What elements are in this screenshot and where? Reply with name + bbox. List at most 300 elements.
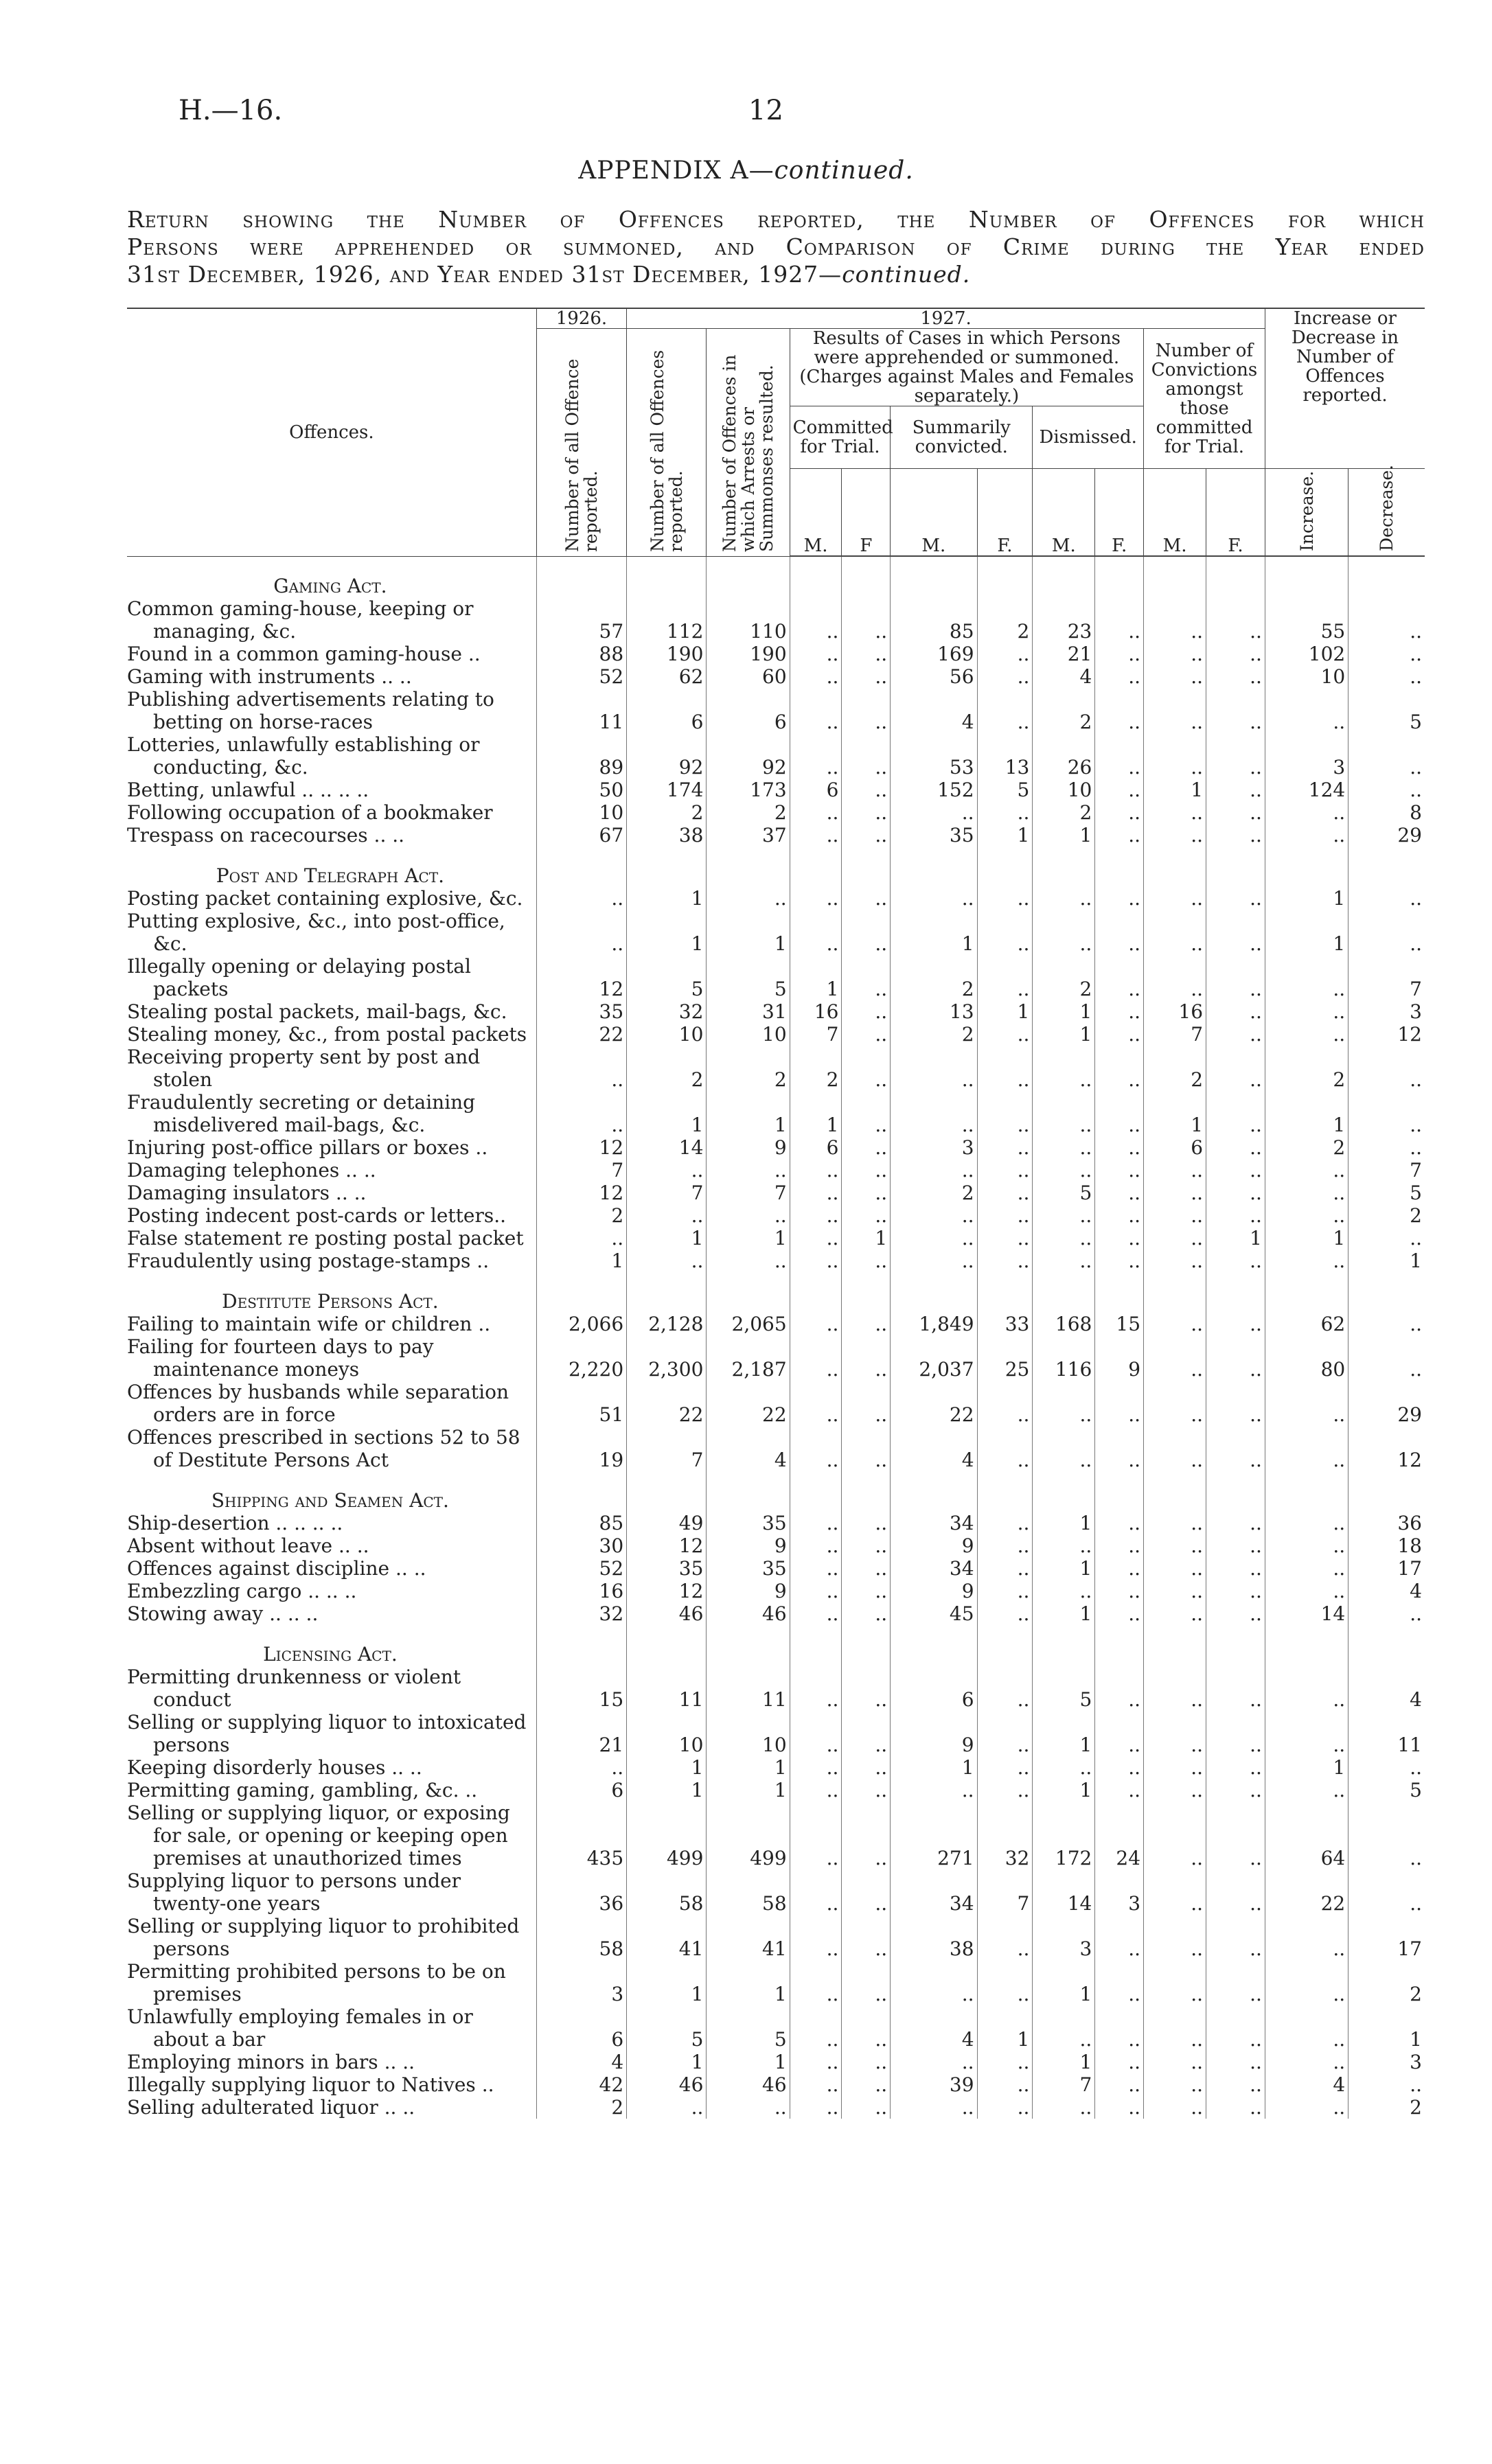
value-cell: .. — [1095, 2051, 1144, 2073]
value-cell: .. — [1033, 1250, 1095, 1272]
value-cell: .. — [1095, 643, 1144, 665]
table-title — [127, 206, 1425, 288]
value-cell: 6 — [891, 1666, 977, 1711]
value-cell: 1 — [707, 2051, 790, 2073]
offence-label: Posting packet containing explosive, &c. — [127, 886, 523, 910]
empty-cell — [1144, 556, 1206, 597]
value-cell: .. — [842, 910, 891, 955]
offence-label: Permitting prohibited persons to be on premises — [127, 1959, 506, 2005]
section-row — [127, 1272, 1425, 1313]
value-cell: .. — [1033, 910, 1095, 955]
empty-cell — [1033, 847, 1095, 887]
value-cell: .. — [1144, 824, 1206, 847]
value-cell: .. — [977, 1557, 1033, 1580]
value-cell: .. — [790, 1159, 842, 1182]
value-cell: .. — [790, 1227, 842, 1250]
offence-label: Damaging insulators .. .. — [127, 1181, 367, 1204]
value-cell: 35 — [627, 1557, 707, 1580]
value-cell: 3 — [891, 1136, 977, 1159]
offence-label: Offences against discipline .. .. — [127, 1556, 426, 1580]
value-cell: 42 — [536, 2073, 626, 2096]
table-row — [127, 1915, 1425, 1960]
value-cell: 2 — [707, 801, 790, 824]
value-cell: .. — [1144, 2073, 1206, 2096]
value-cell: .. — [842, 1000, 891, 1023]
value-cell: .. — [1033, 1159, 1095, 1182]
value-cell: .. — [790, 1534, 842, 1557]
value-cell: .. — [790, 1182, 842, 1204]
value-cell: 1 — [627, 1227, 707, 1250]
offence-cell — [127, 2051, 536, 2073]
value-cell: .. — [1144, 1602, 1206, 1625]
table-row — [127, 1159, 1425, 1182]
empty-cell — [891, 1471, 977, 1512]
value-cell: 2 — [1265, 1136, 1348, 1159]
value-cell: 9 — [1095, 1335, 1144, 1381]
value-cell: 19 — [536, 1426, 626, 1471]
value-cell: .. — [842, 688, 891, 733]
value-cell: 1 — [842, 1227, 891, 1250]
value-cell: .. — [842, 1159, 891, 1182]
value-cell: 1 — [627, 887, 707, 910]
value-cell: .. — [1206, 1534, 1265, 1557]
offence-cell — [127, 1335, 536, 1381]
value-cell: .. — [977, 1756, 1033, 1779]
value-cell: .. — [842, 1426, 891, 1471]
value-cell: .. — [891, 1227, 977, 1250]
offence-cell — [127, 1159, 536, 1182]
value-cell: 85 — [891, 597, 977, 643]
value-cell: 7 — [1348, 955, 1425, 1000]
reported-1926-header: Number of all Offence reported. — [536, 329, 626, 557]
offence-cell — [127, 2073, 536, 2096]
value-cell: .. — [1144, 1159, 1206, 1182]
value-cell: 2 — [627, 1046, 707, 1091]
value-cell: .. — [790, 1779, 842, 1801]
empty-cell — [790, 1272, 842, 1313]
value-cell: .. — [1206, 1046, 1265, 1091]
empty-cell — [1265, 1272, 1348, 1313]
value-cell: .. — [1206, 801, 1265, 824]
value-cell: 2 — [891, 1023, 977, 1046]
empty-cell — [627, 1272, 707, 1313]
value-cell: .. — [1144, 1915, 1206, 1960]
value-cell: .. — [790, 1756, 842, 1779]
value-cell: 1 — [1265, 887, 1348, 910]
value-cell: 36 — [1348, 1512, 1425, 1534]
value-cell: .. — [1265, 1915, 1348, 1960]
offence-label: Ship-desertion .. .. .. .. — [127, 1511, 343, 1534]
value-cell: .. — [842, 1915, 891, 1960]
value-cell: .. — [1033, 2005, 1095, 2051]
offence-label: Following occupation of a bookmaker — [127, 801, 493, 824]
summarily-m-header: M. — [891, 469, 977, 557]
value-cell: 5 — [707, 2005, 790, 2051]
value-cell: .. — [891, 2096, 977, 2119]
value-cell: 32 — [536, 1602, 626, 1625]
table-row — [127, 887, 1425, 910]
value-cell: 9 — [891, 1711, 977, 1756]
offence-label: Found in a common gaming-house .. — [127, 642, 481, 665]
value-cell: .. — [1265, 1381, 1348, 1426]
value-cell: 17 — [1348, 1915, 1425, 1960]
value-cell: .. — [1206, 1250, 1265, 1272]
empty-cell — [891, 556, 977, 597]
convictions-f-header: F. — [1206, 469, 1265, 557]
value-cell: 12 — [536, 1136, 626, 1159]
value-cell: 6 — [790, 1136, 842, 1159]
offence-cell — [127, 779, 536, 801]
table-row — [127, 1204, 1425, 1227]
section-row — [127, 1471, 1425, 1512]
value-cell: .. — [1348, 1046, 1425, 1091]
offence-cell — [127, 1915, 536, 1960]
increase-decrease-header: Increase or Decrease in Number of Offences reported. — [1265, 308, 1425, 469]
value-cell: 41 — [707, 1915, 790, 1960]
value-cell: .. — [842, 1666, 891, 1711]
value-cell: .. — [1206, 2005, 1265, 2051]
value-cell: 62 — [1265, 1313, 1348, 1335]
value-cell: 21 — [1033, 643, 1095, 665]
value-cell: .. — [1265, 1557, 1348, 1580]
table-row — [127, 1182, 1425, 1204]
value-cell: .. — [977, 1711, 1033, 1756]
offence-cell — [127, 1779, 536, 1801]
value-cell: .. — [1095, 1602, 1144, 1625]
value-cell: .. — [1144, 1227, 1206, 1250]
value-cell: .. — [1144, 1381, 1206, 1426]
offence-label: Permitting drunkenness or violent conduct — [127, 1665, 461, 1711]
offence-label: Selling or supplying liquor to prohibited persons — [127, 1914, 520, 1960]
value-cell: 46 — [707, 1602, 790, 1625]
offence-cell — [127, 688, 536, 733]
value-cell: 9 — [707, 1534, 790, 1557]
value-cell: 1 — [707, 1091, 790, 1136]
value-cell: 1 — [1033, 1602, 1095, 1625]
empty-cell — [977, 1272, 1033, 1313]
value-cell: .. — [842, 1711, 891, 1756]
value-cell: 38 — [627, 824, 707, 847]
value-cell: 3 — [536, 1960, 626, 2005]
page-number: 12 — [748, 95, 783, 126]
offence-cell — [127, 1580, 536, 1602]
table-row — [127, 1580, 1425, 1602]
table-row — [127, 1136, 1425, 1159]
value-cell: .. — [977, 2096, 1033, 2119]
offence-label: Absent without leave .. .. — [127, 1534, 369, 1557]
value-cell: .. — [790, 1204, 842, 1227]
offence-label: Failing for fourteen days to pay maintenance moneys — [127, 1335, 434, 1381]
value-cell: .. — [1206, 1426, 1265, 1471]
value-cell: 172 — [1033, 1801, 1095, 1869]
offence-label: Selling adulterated liquor .. .. — [127, 2095, 415, 2119]
value-cell: 6 — [627, 688, 707, 733]
value-cell: .. — [1206, 1602, 1265, 1625]
value-cell: 31 — [707, 1000, 790, 1023]
value-cell: .. — [891, 1204, 977, 1227]
offence-label: Permitting gaming, gambling, &c. .. — [127, 1778, 478, 1801]
value-cell: .. — [1095, 2096, 1144, 2119]
empty-cell — [1206, 847, 1265, 887]
value-cell: .. — [977, 1250, 1033, 1272]
value-cell: .. — [1348, 733, 1425, 779]
value-cell: .. — [1033, 1534, 1095, 1557]
offence-label: Injuring post-office pillars or boxes .. — [127, 1136, 488, 1159]
value-cell: .. — [1206, 1512, 1265, 1534]
title-line-3 — [127, 261, 1425, 288]
value-cell: 1 — [1033, 1779, 1095, 1801]
value-cell: .. — [1265, 1512, 1348, 1534]
table-row — [127, 801, 1425, 824]
value-cell: 1 — [536, 1250, 626, 1272]
value-cell: .. — [1206, 1801, 1265, 1869]
value-cell: 35 — [707, 1557, 790, 1580]
value-cell: .. — [842, 2096, 891, 2119]
value-cell: 2,065 — [707, 1313, 790, 1335]
value-cell: 52 — [536, 1557, 626, 1580]
value-cell: 190 — [707, 643, 790, 665]
empty-cell — [1348, 1272, 1425, 1313]
empty-cell — [1144, 1471, 1206, 1512]
empty-cell — [707, 1625, 790, 1666]
empty-cell — [536, 847, 626, 887]
offence-label: Keeping disorderly houses .. .. — [127, 1755, 422, 1779]
value-cell: 2,037 — [891, 1335, 977, 1381]
value-cell: 169 — [891, 643, 977, 665]
value-cell: .. — [842, 643, 891, 665]
offence-label: Posting indecent post-cards or letters.. — [127, 1204, 507, 1227]
value-cell: 7 — [707, 1182, 790, 1204]
value-cell: .. — [1206, 779, 1265, 801]
offence-cell — [127, 2096, 536, 2119]
value-cell: 7 — [977, 1869, 1033, 1915]
value-cell: .. — [1033, 1091, 1095, 1136]
value-cell: 16 — [1144, 1000, 1206, 1023]
value-cell: 29 — [1348, 1381, 1425, 1426]
value-cell: .. — [1144, 1779, 1206, 1801]
value-cell: 5 — [707, 955, 790, 1000]
offence-cell — [127, 955, 536, 1000]
empty-cell — [891, 1272, 977, 1313]
value-cell: 50 — [536, 779, 626, 801]
value-cell: .. — [1033, 1381, 1095, 1426]
value-cell: .. — [790, 1666, 842, 1711]
value-cell: 2,187 — [707, 1335, 790, 1381]
value-cell: .. — [1144, 1869, 1206, 1915]
empty-cell — [536, 556, 626, 597]
value-cell: 1 — [627, 1091, 707, 1136]
committed-f-header: F — [842, 469, 891, 557]
table-row — [127, 1046, 1425, 1091]
value-cell: .. — [1144, 1666, 1206, 1711]
value-cell: .. — [1095, 1666, 1144, 1711]
value-cell: .. — [842, 1091, 891, 1136]
convictions-header: Number of Convictions amongst those committed for Trial. — [1144, 329, 1265, 469]
value-cell: .. — [1265, 1159, 1348, 1182]
increase-header: Increase. — [1265, 469, 1348, 557]
empty-cell — [1095, 847, 1144, 887]
offence-cell — [127, 1602, 536, 1625]
value-cell: 13 — [977, 733, 1033, 779]
value-cell: .. — [1095, 733, 1144, 779]
value-cell: 435 — [536, 1801, 626, 1869]
value-cell: 12 — [536, 955, 626, 1000]
value-cell: .. — [707, 1204, 790, 1227]
value-cell: 4 — [1348, 1666, 1425, 1711]
value-cell: .. — [1144, 2051, 1206, 2073]
value-cell: .. — [1144, 643, 1206, 665]
value-cell: .. — [977, 801, 1033, 824]
section-title: Shipping and Seamen Act. — [211, 1488, 449, 1512]
value-cell: 102 — [1265, 643, 1348, 665]
value-cell: .. — [627, 1204, 707, 1227]
value-cell: .. — [1095, 1023, 1144, 1046]
value-cell: 6 — [707, 688, 790, 733]
value-cell: 5 — [1348, 688, 1425, 733]
value-cell: 25 — [977, 1335, 1033, 1381]
table-row — [127, 1250, 1425, 1272]
value-cell: 26 — [1033, 733, 1095, 779]
value-cell: 11 — [707, 1666, 790, 1711]
value-cell: .. — [1095, 1534, 1144, 1557]
empty-cell — [842, 1272, 891, 1313]
value-cell: .. — [1206, 1136, 1265, 1159]
value-cell: .. — [842, 1580, 891, 1602]
value-cell: .. — [1206, 1666, 1265, 1711]
value-cell: .. — [1206, 1023, 1265, 1046]
offence-cell — [127, 910, 536, 955]
value-cell: 7 — [627, 1426, 707, 1471]
value-cell: .. — [1144, 887, 1206, 910]
offence-label: Employing minors in bars .. .. — [127, 2050, 415, 2073]
value-cell: .. — [842, 1182, 891, 1204]
convictions-m-header: M. — [1144, 469, 1206, 557]
value-cell: .. — [1206, 887, 1265, 910]
value-cell: .. — [1206, 1580, 1265, 1602]
value-cell: .. — [1144, 2005, 1206, 2051]
table-row — [127, 1000, 1425, 1023]
empty-cell — [790, 556, 842, 597]
table-row — [127, 1666, 1425, 1711]
value-cell: 24 — [1095, 1801, 1144, 1869]
table-row — [127, 1960, 1425, 2005]
value-cell: .. — [891, 801, 977, 824]
table-row — [127, 1381, 1425, 1426]
value-cell: .. — [977, 1023, 1033, 1046]
value-cell: 58 — [536, 1915, 626, 1960]
empty-cell — [1348, 1471, 1425, 1512]
value-cell: 1 — [1033, 2051, 1095, 2073]
table-row — [127, 1711, 1425, 1756]
value-cell: .. — [842, 1335, 891, 1381]
value-cell: .. — [977, 1182, 1033, 1204]
value-cell: 1 — [1033, 1512, 1095, 1534]
value-cell: .. — [627, 2096, 707, 2119]
value-cell: .. — [1095, 2005, 1144, 2051]
value-cell: 57 — [536, 597, 626, 643]
offence-label: Stealing postal packets, mail-bags, &c. — [127, 1000, 507, 1023]
value-cell: .. — [842, 1204, 891, 1227]
value-cell: 499 — [707, 1801, 790, 1869]
value-cell: .. — [1095, 1227, 1144, 1250]
value-cell: 14 — [627, 1136, 707, 1159]
value-cell: .. — [1144, 1204, 1206, 1227]
empty-cell — [536, 1272, 626, 1313]
title-line-1: Return showing the Number of Offences reported, the Number of Offences for which — [127, 206, 1425, 233]
value-cell: 7 — [536, 1159, 626, 1182]
value-cell: 30 — [536, 1534, 626, 1557]
value-cell: .. — [1348, 1335, 1425, 1381]
value-cell: 4 — [536, 2051, 626, 2073]
value-cell: .. — [790, 2096, 842, 2119]
value-cell: .. — [1206, 2096, 1265, 2119]
value-cell: .. — [1265, 1666, 1348, 1711]
value-cell: .. — [1206, 1869, 1265, 1915]
offence-label: Illegally supplying liquor to Natives .. — [127, 2073, 494, 2096]
value-cell: .. — [1348, 910, 1425, 955]
table-row — [127, 1779, 1425, 1801]
value-cell: .. — [1144, 801, 1206, 824]
offence-label: Stealing money, &c., from postal packets — [127, 1022, 527, 1046]
value-cell: 22 — [891, 1381, 977, 1426]
value-cell: 10 — [536, 801, 626, 824]
value-cell: 12 — [627, 1580, 707, 1602]
value-cell: .. — [1348, 1313, 1425, 1335]
value-cell: 7 — [1144, 1023, 1206, 1046]
value-cell: .. — [1095, 1182, 1144, 1204]
committed-m-header: M. — [790, 469, 842, 557]
empty-cell — [1206, 1272, 1265, 1313]
value-cell: 1 — [707, 1756, 790, 1779]
offence-cell — [127, 887, 536, 910]
value-cell: .. — [1265, 1023, 1348, 1046]
value-cell: .. — [842, 1313, 891, 1335]
appendix-continued: continued. — [774, 157, 914, 185]
value-cell: .. — [891, 1091, 977, 1136]
value-cell: .. — [842, 955, 891, 1000]
value-cell: .. — [977, 887, 1033, 910]
value-cell: .. — [1265, 801, 1348, 824]
offence-label: Supplying liquor to persons under twenty-one years — [127, 1869, 461, 1915]
results-header: Results of Cases in which Persons were apprehended or summoned. (Charges against Males and Females separately.) — [790, 329, 1143, 406]
value-cell: .. — [1144, 733, 1206, 779]
value-cell: .. — [790, 643, 842, 665]
empty-cell — [1206, 1471, 1265, 1512]
value-cell: .. — [1095, 887, 1144, 910]
value-cell: 1 — [1265, 1227, 1348, 1250]
value-cell: 1,849 — [891, 1313, 977, 1335]
value-cell: .. — [790, 1711, 842, 1756]
value-cell: .. — [1095, 2073, 1144, 2096]
value-cell: .. — [842, 1250, 891, 1272]
value-cell: .. — [1206, 1091, 1265, 1136]
offence-cell — [127, 1091, 536, 1136]
value-cell: .. — [977, 1602, 1033, 1625]
value-cell: 6 — [536, 2005, 626, 2051]
value-cell: .. — [790, 1512, 842, 1534]
value-cell: .. — [1348, 643, 1425, 665]
value-cell: 41 — [627, 1915, 707, 1960]
value-cell: .. — [1144, 1313, 1206, 1335]
value-cell: .. — [1144, 1534, 1206, 1557]
offence-cell — [127, 1250, 536, 1272]
value-cell: .. — [977, 1046, 1033, 1091]
value-cell: .. — [977, 910, 1033, 955]
value-cell: .. — [842, 824, 891, 847]
value-cell: 2,128 — [627, 1313, 707, 1335]
value-cell: 1 — [977, 824, 1033, 847]
empty-cell — [536, 1471, 626, 1512]
